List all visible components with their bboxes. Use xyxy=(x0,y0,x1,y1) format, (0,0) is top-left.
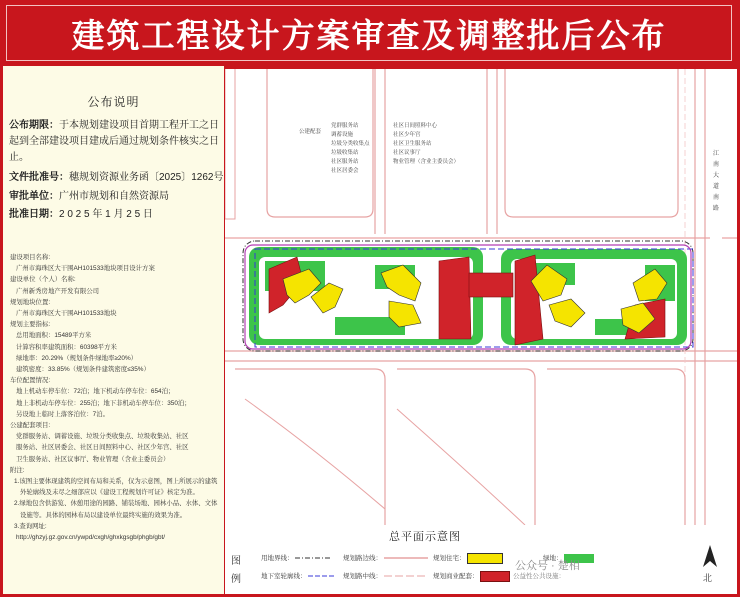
green-ratio: 绿地率：20.29%（规划条件绿地率≥20%） xyxy=(16,354,138,362)
legend-area xyxy=(225,525,737,594)
legend-road-center-swatch xyxy=(384,573,428,579)
building-density: 建筑密度：33.85%（规划条件建筑密度≤35%） xyxy=(16,366,150,374)
legend-road-edge-swatch xyxy=(384,555,428,561)
road-name: 江南大道南路 xyxy=(713,151,720,212)
legend-residential-swatch xyxy=(467,553,503,564)
legend-commercial-swatch xyxy=(480,571,510,582)
parking-label: 车位配置情况: xyxy=(10,377,51,385)
legend-road-center xyxy=(343,571,428,580)
legend-road-center-label: 规划路中线： xyxy=(343,573,382,580)
construction-unit-label: 建设单位（个人）名称: xyxy=(10,276,76,284)
facility-item: 垃圾分类收集点 xyxy=(331,141,370,147)
approval-unit-label: 审批单位： xyxy=(9,191,59,202)
page-title: 建筑工程设计方案审查及调整批后公布 xyxy=(71,15,667,55)
legend-site-line-swatch xyxy=(295,555,331,561)
notes-label: 附注: xyxy=(10,466,25,474)
note-2: 2.绿地包含供游览、休憩用途的园路、铺装场地、园林小品、水体、文体设施等。具体的园林布局以建设单位最终实施的效果为准。 xyxy=(14,500,218,519)
approval-date-label: 批准日期： xyxy=(9,209,59,220)
banner-inner-frame xyxy=(6,5,732,61)
legend-label-tu: 图 xyxy=(231,556,241,567)
facilities-line-2: 服务站、社区居委会、社区日间照料中心、社区少年宫、社区 xyxy=(16,444,189,452)
facility-item: 社区日间照料中心 xyxy=(393,123,438,129)
note-1: 1.该图主要体现建筑的空间布局和关系，仅为示意图，图上所展示的建筑外轮廓线及未尽之细部应以《建设工程规划许可证》核定为准。 xyxy=(14,478,218,497)
commercial-building xyxy=(439,257,471,339)
approval-date-value: 2 0 2 5 年 1 月 2 5 日 xyxy=(59,209,153,220)
facility-item: 垃圾收集站 xyxy=(331,150,359,156)
parking-line-3: 另设地上临时上落客泊位：7泊。 xyxy=(16,410,110,418)
project-name-label: 建设项目名称: xyxy=(10,254,51,261)
legend-site-line-label: 用地界线： xyxy=(261,555,294,562)
north-arrow-icon xyxy=(703,545,717,569)
header-banner xyxy=(0,0,740,66)
facility-item: 调蓄设施 xyxy=(331,132,354,138)
doc-number-label: 文件批准号： xyxy=(9,172,69,183)
facility-item: 社区卫生服务站 xyxy=(393,141,432,147)
facility-legend-title: 公建配套 xyxy=(299,129,322,135)
facilities-line-1: 党群服务站、调蓄设施、垃圾分类收集点、垃圾收集站、社区 xyxy=(16,433,189,441)
legend-other-label: 公益性公共设施： xyxy=(513,573,565,580)
legend-label-li: 例 xyxy=(231,574,241,585)
parking-line-2: 地上非机动车停车位：255泊；地下非机动车停车位：350泊； xyxy=(16,399,191,407)
approval-unit-value: 广州市规划和自然资源局 xyxy=(59,191,169,202)
legend-basement xyxy=(261,571,336,580)
commercial-link xyxy=(469,273,513,297)
doc-number-value: 穗规划资源业务函〔2025〕1262号 xyxy=(69,172,224,183)
north-label: 北 xyxy=(703,573,713,583)
parking-line-1: 地上机动车停车位：72泊；地下机动车停车位：654泊； xyxy=(16,388,175,396)
period-block xyxy=(9,118,219,166)
legend-commercial xyxy=(433,571,510,582)
site-value: 广州市海珠区大干围AH101533地块 xyxy=(16,310,117,318)
period-text: 于本规划建设项目首期工程开工之日起到全部建设项目建成后通过规划条件核实之日止。 xyxy=(9,120,219,163)
facility-item: 社区少年宫 xyxy=(393,132,421,138)
site-label: 规划地块位置: xyxy=(10,298,51,306)
facility-item: 社区居委会 xyxy=(331,168,359,174)
period-label: 公布期限： xyxy=(9,120,59,131)
legend-basement-label: 地下室轮廓线： xyxy=(261,573,307,580)
indicators-label: 规划主要指标: xyxy=(10,321,51,329)
road-line xyxy=(225,237,737,239)
legend-residential-label: 规划住宅： xyxy=(433,555,466,563)
legend-residential xyxy=(433,553,503,564)
site-plan-svg xyxy=(225,69,737,525)
facility-item: 物业管理（含业主委员会） xyxy=(393,159,460,165)
facility-item: 社区议事厅 xyxy=(393,150,421,156)
legend-commercial-label: 规划商业配套： xyxy=(433,573,479,581)
notice-title: 公布说明 xyxy=(87,95,140,109)
project-details xyxy=(10,252,222,543)
note-3: 3.查询网址: xyxy=(14,522,47,530)
legend-road-edge xyxy=(343,553,428,562)
land-area: 总用地面积：15489平方米 xyxy=(16,332,92,340)
facilities-line-3: 卫生服务站、社区议事厅、物业管理（含业主委员会） xyxy=(16,455,170,463)
notice-panel xyxy=(3,66,225,594)
far-area: 计算容积率建筑面积：60398平方米 xyxy=(16,343,117,351)
facility-item: 党群服务站 xyxy=(331,123,359,129)
site-plan xyxy=(225,69,737,525)
facilities-label: 公建配套项目: xyxy=(10,422,51,430)
approval-date-row xyxy=(9,205,153,220)
legend-site-line xyxy=(261,553,331,562)
query-url[interactable]: http://ghzyj.gz.gov.cn/ywpd/cxgh/ghxkgsgb/phgb/gbt/ xyxy=(16,534,166,542)
legend-basement-swatch xyxy=(308,573,336,579)
legend-road-edge-label: 规划路边线： xyxy=(343,555,382,562)
facility-item: 社区服务站 xyxy=(331,159,359,165)
legend-green-label: 绿地： xyxy=(543,555,563,562)
doc-number-row xyxy=(9,168,224,183)
watermark-text: 公众号 · 楚相 xyxy=(515,560,580,572)
approval-unit-row xyxy=(9,187,169,202)
construction-unit: 广州新秀房地产开发有限公司 xyxy=(16,287,100,295)
project-name: 广州市海珠区大干围AH101533地块项目设计方案 xyxy=(16,265,155,273)
legend-title: 总平面示意图 xyxy=(389,531,461,543)
